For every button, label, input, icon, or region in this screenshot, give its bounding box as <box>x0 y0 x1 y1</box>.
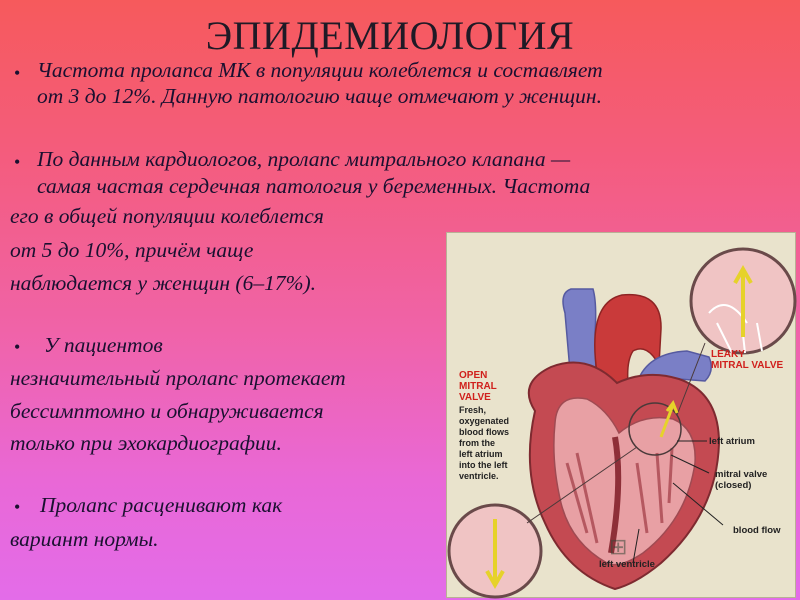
para-1-line-1: Частота пролапса МК в популяции колеблется и составляет <box>37 58 603 82</box>
para-2-line-1: По данным кардиологов, пролапс митрального клапана — <box>37 147 571 171</box>
para-4-line-1: Пролапс расценивают как <box>40 493 283 517</box>
label-left-ventricle: left ventricle <box>599 559 655 570</box>
open-valve-desc-6: into the left <box>459 460 508 470</box>
heart-illustration <box>446 232 796 598</box>
para-2-line-5: наблюдается у женщин (6–17%). <box>10 271 317 295</box>
bullet-2: • <box>14 152 21 172</box>
leaky-valve-title-2: MITRAL VALVE <box>711 360 784 371</box>
para-4-line-2: вариант нормы. <box>10 527 159 551</box>
para-3-line-1: У пациентов <box>44 333 163 357</box>
open-valve-title-1: OPEN <box>459 370 488 381</box>
para-3-line-4: только при эхокардиографии. <box>10 431 282 455</box>
bullet-4: • <box>14 497 21 517</box>
open-valve-desc-2: oxygenated <box>459 416 510 426</box>
open-valve-title-2: MITRAL <box>459 381 497 392</box>
para-3-line-3: бессимптомно и обнаруживается <box>10 399 324 423</box>
open-valve-desc-4: from the <box>459 438 495 448</box>
open-valve-desc-7: ventricle. <box>459 471 499 481</box>
para-2-line-4: от 5 до 10%, причём чаще <box>10 238 254 262</box>
para-2-line-2: самая частая сердечная патология у беременных. Частота <box>37 174 591 198</box>
watermark-icon: ⊞ <box>609 535 628 560</box>
label-mitral-valve-2: (closed) <box>715 480 752 491</box>
open-valve-desc-1: Fresh, <box>459 405 487 415</box>
leaky-valve-title-1: LEAKY <box>711 349 745 360</box>
label-left-atrium: left atrium <box>709 436 755 447</box>
open-valve-title-3: VALVE <box>459 392 491 403</box>
label-blood-flow: blood flow <box>733 525 781 536</box>
para-2-line-3: его в общей популяции колеблется <box>10 204 324 228</box>
bullet-3: • <box>14 337 21 357</box>
para-1-line-2: от 3 до 12%. Данную патологию чаще отмечают у женщин. <box>37 84 602 108</box>
bullet-1: • <box>14 63 21 83</box>
label-mitral-valve-1: mitral valve <box>715 469 768 480</box>
open-valve-desc-3: blood flows <box>459 427 509 437</box>
slide-title: ЭПИДЕМИОЛОГИЯ <box>205 13 575 58</box>
para-3-line-2: незначительный пролапс протекает <box>10 366 346 390</box>
open-valve-desc-5: left atrium <box>459 449 503 459</box>
